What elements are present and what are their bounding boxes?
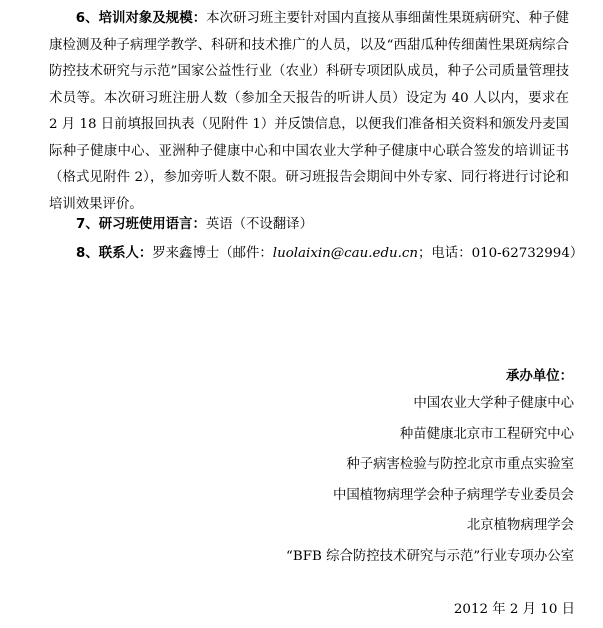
contact-email[interactable]: luolaixin@cau.edu.cn — [272, 246, 419, 261]
organizer-item: 中国植物病理学会种子病理学专业委员会 — [332, 487, 574, 503]
organizer-item: 北京植物病理学会 — [466, 518, 574, 533]
organizer-item: 中国农业大学种子健康中心 — [413, 396, 574, 411]
contact-name: 罗来鑫博士（邮件： — [152, 246, 273, 261]
training-heading: 6、培训对象及规模： — [75, 11, 207, 26]
training-section — [49, 6, 569, 218]
language-section — [76, 215, 313, 235]
language-body: 英语（不设翻译） — [205, 217, 313, 232]
contact-phone: ；电话：010-62732994） — [418, 246, 584, 261]
organizers-list — [286, 394, 574, 577]
organizer-item: 种苗健康北京市工程研究中心 — [399, 426, 574, 442]
organizer-item: 种子病害检验与防控北京市重点实验室 — [346, 457, 574, 472]
language-heading: 7、研习班使用语言： — [76, 217, 206, 232]
organizer-item: “BFB 综合防控技术研究与示范”行业专项办公室 — [286, 548, 574, 564]
training-body: 本次研习班主要针对国内直接从事细菌性果斑病研究、种子健康检测及种子病理学教学、科研和技术推广的人员，以及“西甜瓜种传细菌性果斑病综合防控技术研究与示范”国家公益性行业（农业）科研专项团队成员，种子公司质量管理技术员等。本次研习班注册人数（参加全天报告的听讲人员）设定为 40 人以内，要求在 2 月 18 日前填报回执表（见附件 1）并反馈信息，以便我们准备相关资料和颁发丹麦国际种子健康中心、亚洲种子健康中心和中国农业大学种子健康中心联合签发的培训证书（格式见附件 2），参加旁听人数不限。研习班报告会期间中外专家、同行将进行讨论和培训效果评价。 — [49, 11, 569, 212]
contact-heading: 8、联系人： — [76, 246, 153, 261]
contact-section — [76, 244, 583, 264]
document-date: 2012 年 2 月 10 日 — [453, 602, 575, 617]
organizers-title: 承办单位： — [506, 369, 573, 384]
